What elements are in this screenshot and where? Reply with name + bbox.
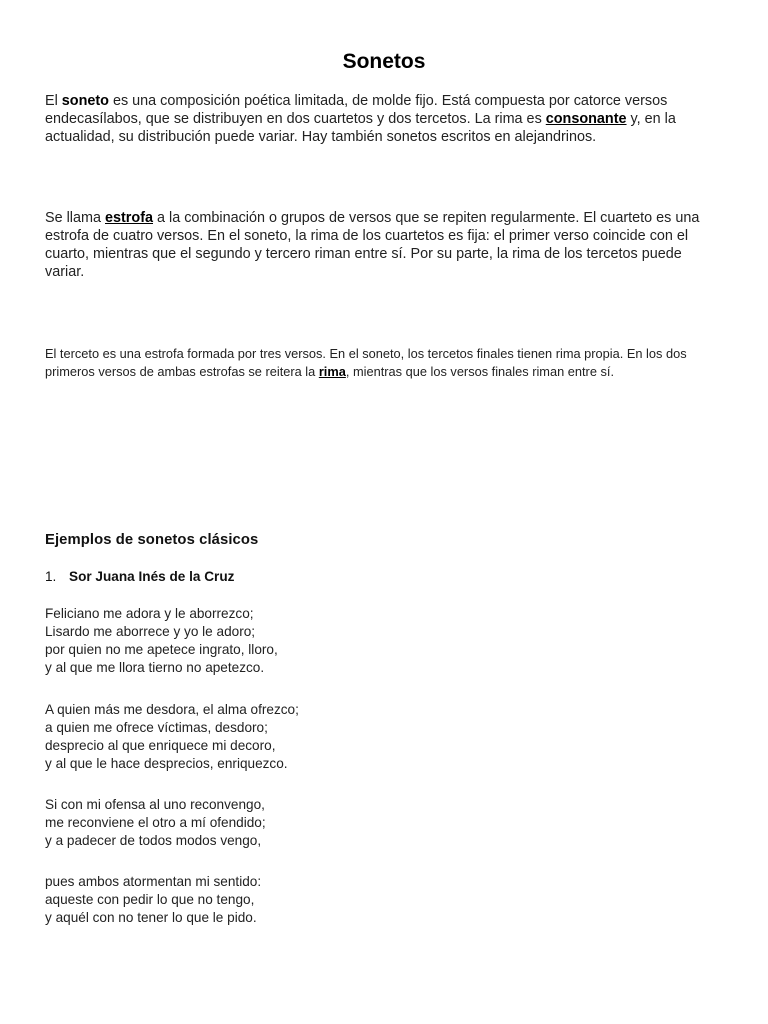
poem-line: pues ambos atormentan mi sentido: [45, 874, 262, 889]
estrofa-text-2: a la combinación o grupos de versos que se repiten regularmente. El cuarteto es una estrofa de cuatro versos. En el soneto, la rima de los cuartetos es fija: el primer verso coincide con el cuarto, mientras que el segundo y tercero riman entre sí. Por su parte, la rima de los tercetos puede variar. [45, 210, 700, 280]
terceto-paragraph [45, 345, 717, 381]
poem-line: y aquél con no tener lo que le pido. [45, 910, 257, 925]
intro-paragraph [45, 92, 717, 146]
poem-author: Sor Juana Inés de la Cruz [69, 569, 235, 584]
intro-text-2: es una composición poética limitada, de molde fijo. Está compuesta por catorce versos endecasílabos, que se distribuyen en dos cuartetos y dos tercetos. La rima es [45, 93, 668, 127]
poem-line: y al que me llora tierno no apetezco. [45, 660, 265, 675]
poem-line: me reconviene el otro a mí ofendido; [45, 815, 266, 830]
poem-line: Si con mi ofensa al uno reconvengo, [45, 797, 265, 812]
poem-line: aqueste con pedir lo que no tengo, [45, 892, 255, 907]
poem-line: Lisardo me aborrece y yo le adoro; [45, 624, 256, 639]
keyword-estrofa: estrofa [105, 210, 153, 226]
poem-line: y a padecer de todos modos vengo, [45, 833, 262, 848]
keyword-rima: rima [318, 364, 346, 379]
poem-heading [45, 569, 234, 584]
terceto-text-2: , mientras que los versos finales riman entre sí. [345, 364, 614, 379]
poem-line: Feliciano me adora y le aborrezco; [45, 606, 254, 621]
intro-text-1: El [45, 93, 62, 109]
keyword-soneto: soneto [61, 93, 109, 109]
estrofa-paragraph [45, 209, 717, 281]
page-title: Sonetos [342, 50, 426, 73]
poem-stanza [45, 873, 545, 927]
keyword-consonante: consonante [545, 111, 627, 127]
list-number: 1. [45, 569, 57, 584]
estrofa-text-1: Se llama [45, 210, 105, 226]
poem-line: A quien más me desdora, el alma ofrezco; [45, 702, 299, 717]
terceto-text-1: El terceto es una estrofa formada por tres versos. En el soneto, los tercetos finales tienen rima propia. En los dos primeros versos de ambas estrofas se reitera la [45, 346, 687, 379]
poem-line: a quien me ofrece víctimas, desdoro; [45, 720, 268, 735]
poem-line: desprecio al que enriquece mi decoro, [45, 738, 276, 753]
poem-line: por quien no me apetece ingrato, lloro, [45, 642, 278, 657]
poem-line: y al que le hace desprecios, enriquezco. [45, 756, 288, 771]
poem-stanza [45, 701, 545, 773]
poem-stanza [45, 796, 545, 850]
intro-text-3: y, en la actualidad, su distribución puede variar. Hay también sonetos escritos en alejandrinos. [45, 111, 676, 145]
examples-heading: Ejemplos de sonetos clásicos [45, 532, 259, 548]
poem-stanza [45, 605, 545, 677]
